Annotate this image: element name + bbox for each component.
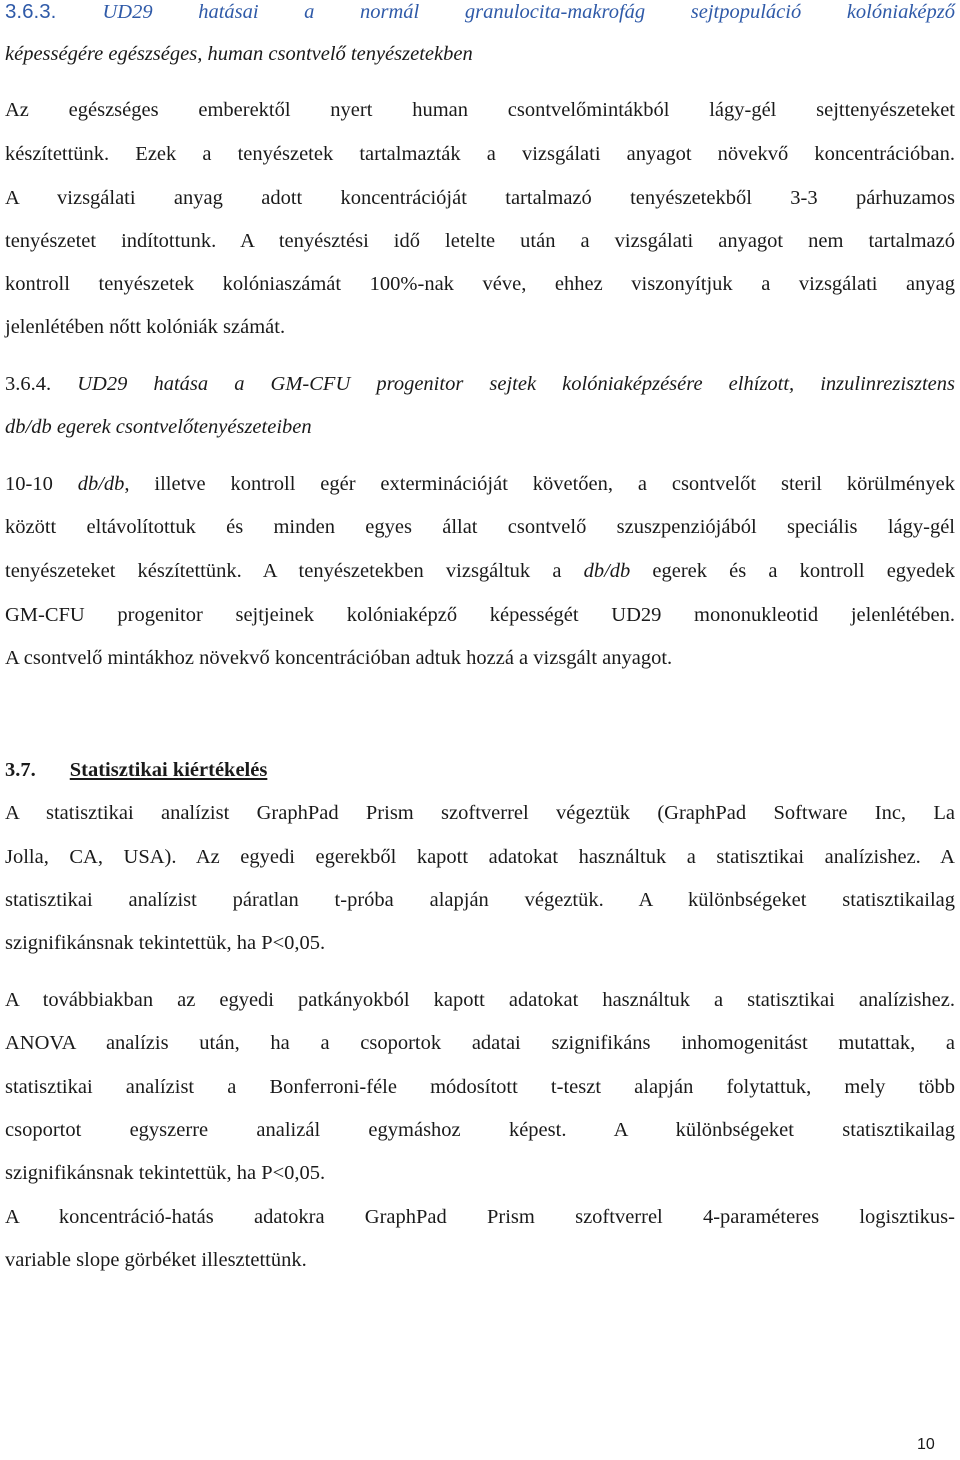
paragraph-line: A vizsgálati anyag adott koncentrációját tartalmazó tenyészetekből 3-3 párhuzamos [5, 187, 955, 209]
paragraph-line: készítettünk. Ezek a tenyészetek tartalmazták a vizsgálati anyagot növekvő koncentrációban. [5, 143, 955, 165]
paragraph-line: szignifikánsnak tekintettük, ha P<0,05. [5, 1162, 326, 1184]
section-363-heading-line1 [5, 0, 955, 24]
paragraph-line [5, 472, 955, 496]
paragraph-line: ANOVA analízis után, ha a csoportok adatai szignifikáns inhomogenitást mutattak, a [5, 1032, 955, 1054]
paragraph-line: tenyészetet indítottunk. A tenyésztési idő letelte után a vizsgálati anyagot nem tartalmazó [5, 230, 955, 252]
paragraph-line: Az egészséges emberektől nyert human csontvelőmintákból lágy-gél sejttenyészeteket [5, 99, 955, 121]
section-363-title-line2: képességére egészséges, human csontvelő tenyészetekben [5, 43, 473, 65]
section-364-heading-line2: db/db egerek csontvelőtenyészeteiben [5, 416, 312, 438]
paragraph-line: kontroll tenyészetek kolóniaszámát 100%-nak véve, ehhez viszonyítjuk a vizsgálati anyag [5, 273, 955, 295]
paragraph-line: csoportot egyszerre analizál egymáshoz képest. A különbségeket statisztikailag [5, 1119, 955, 1141]
section-364-heading-line1 [5, 372, 955, 396]
section-37-title: Statisztikai kiértékelés [69, 759, 268, 781]
paragraph-line: A koncentráció-hatás adatokra GraphPad Prism szoftverrel 4-paraméteres logisztikus- [5, 1206, 955, 1228]
section-37-number: 3.7. [5, 759, 36, 781]
paragraph-line: között eltávolítottuk és minden egyes állat csontvelő szuszpenziójából speciális lágy-gél [5, 516, 955, 538]
section-363-heading-line2 [5, 42, 955, 66]
section-37-heading [5, 758, 955, 782]
text-run: 10-10 [5, 473, 78, 495]
paragraph-line: A csontvelő mintákhoz növekvő koncentrációban adtuk hozzá a vizsgált anyagot. [5, 647, 673, 669]
paragraph-line [5, 559, 955, 583]
page-number: 10 [917, 1436, 935, 1453]
paragraph-line: jelenlétében nőtt kolóniák számát. [5, 316, 286, 338]
section-364-title-line1: UD29 hatása a GM-CFU progenitor sejtek kolóniaképzésére elhízott, inzulinrezisztens [77, 373, 956, 395]
paragraph-line: statisztikai analízist páratlan t-próba alapján végeztük. A különbségeket statisztikailag [5, 889, 955, 911]
paragraph-line: variable slope görbéket illesztettünk. [5, 1249, 307, 1271]
section-363-number: 3.6.3. [5, 0, 57, 23]
paragraph-line: statisztikai analízist a Bonferroni-féle módosított t-teszt alapján folytattuk, mely több [5, 1076, 955, 1098]
paragraph-line: A továbbiakban az egyedi patkányokból kapott adatokat használtuk a statisztikai analízishez. [5, 989, 955, 1011]
section-364-number: 3.6.4. [5, 373, 52, 395]
section-363-title-line1: UD29 hatásai a normál granulocita-makrofág sejtpopuláció kolóniaképző [102, 1, 955, 23]
text-run: tenyészeteket készítettünk. A tenyészetekben vizsgáltuk a [5, 560, 584, 582]
text-run: egerek és a kontroll egyedek [630, 560, 955, 582]
paragraph-line: GM-CFU progenitor sejtjeinek kolóniaképző képességét UD29 mononukleotid jelenlétében. [5, 604, 955, 626]
strain-name: db/db [583, 560, 631, 582]
text-run: , illetve kontroll egér exterminációját követően, a csontvelőt steril körülmények [124, 473, 956, 495]
paragraph-line: szignifikánsnak tekintettük, ha P<0,05. [5, 932, 326, 954]
strain-name: db/db [77, 473, 125, 495]
paragraph-line: A statisztikai analízist GraphPad Prism szoftverrel végeztük (GraphPad Software Inc, La [5, 802, 955, 824]
paragraph-line: Jolla, CA, USA). Az egyedi egerekből kapott adatokat használtuk a statisztikai analízishez. A [5, 846, 955, 868]
